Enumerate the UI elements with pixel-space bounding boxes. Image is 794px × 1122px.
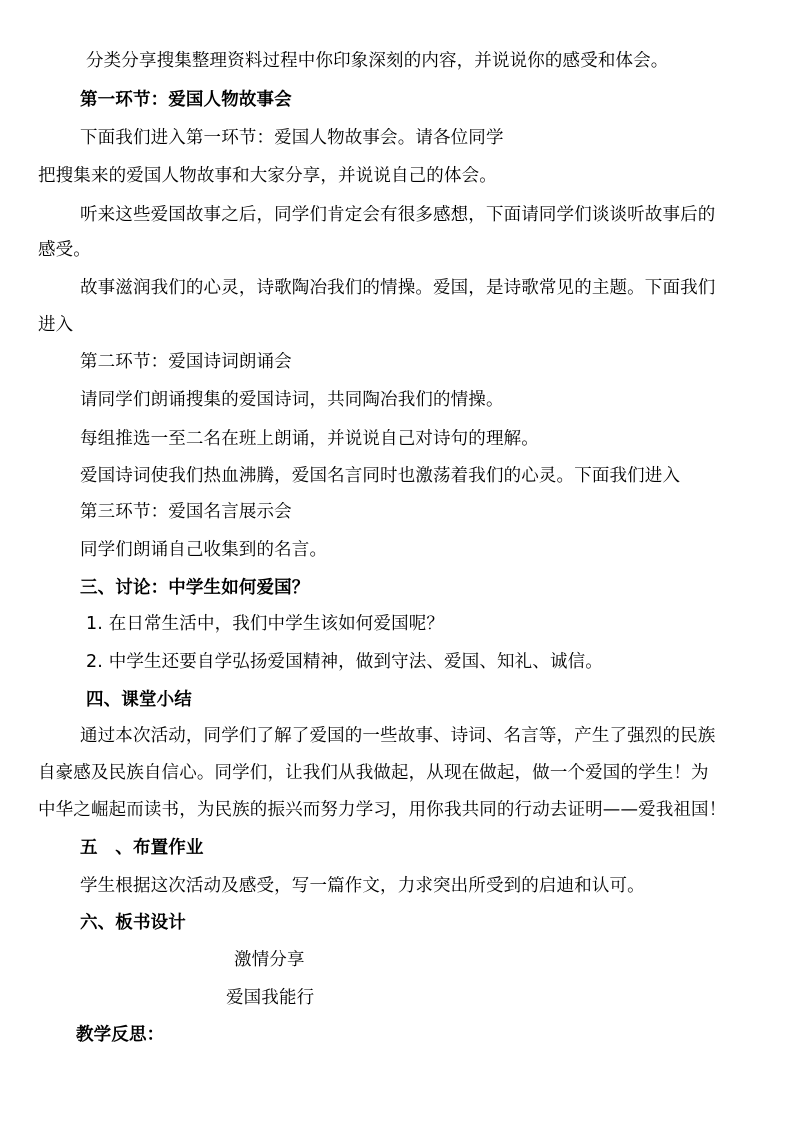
paragraph-line: 每组推选一至二名在班上朗诵，并说说自己对诗句的理解。 [80, 429, 539, 449]
section-heading-discussion: 三、讨论：中学生如何爱国？ [80, 578, 310, 598]
intro-sentence: 分类分享搜集整理资料过程中你印象深刻的内容，并说说你的感受和体会。 [86, 51, 669, 71]
paragraph-line: 故事滋润我们的心灵，诗歌陶冶我们的情操。爱国，是诗歌常见的主题。下面我们 [80, 278, 716, 298]
paragraph-line: 通过本次活动，同学们了解了爱国的一些故事、诗词、名言等，产生了强烈的民族 [80, 726, 716, 746]
teaching-reflection-heading: 教学反思： [76, 1025, 165, 1045]
numbered-item: 2. 中学生还要自学弘扬爱国精神，做到守法、爱国、知礼、诚信。 [86, 652, 603, 672]
paragraph-line: 请同学们朗诵搜集的爱国诗词，共同陶冶我们的情操。 [80, 390, 504, 410]
paragraph-line: 学生根据这次活动及感受，写一篇作文，力求突出所受到的启迪和认可。 [80, 876, 645, 896]
board-design-line: 爱国我能行 [226, 988, 315, 1008]
section-heading-stage-1: 第一环节：爱国人物故事会 [80, 90, 292, 110]
board-design-line: 激情分享 [234, 950, 305, 970]
section-heading-stage-3: 第三环节：爱国名言展示会 [80, 502, 292, 522]
section-heading-homework: 五 、布置作业 [80, 838, 204, 858]
paragraph-line: 进入 [38, 315, 74, 335]
paragraph-line: 感受。 [38, 240, 91, 260]
section-heading-board-design: 六、板书设计 [80, 913, 186, 933]
paragraph-line: 下面我们进入第一环节：爱国人物故事会。请各位同学 [80, 128, 504, 148]
numbered-item: 1. 在日常生活中，我们中学生该如何爱国呢？ [86, 614, 445, 634]
section-heading-summary: 四、课堂小结 [86, 690, 192, 710]
paragraph-line: 爱国诗词使我们热血沸腾，爱国名言同时也激荡着我们的心灵。下面我们进入 [80, 466, 681, 486]
paragraph-line: 同学们朗诵自己收集到的名言。 [80, 540, 328, 560]
paragraph-line: 中华之崛起而读书，为民族的振兴而努力学习，用你我共同的行动去证明——爱我祖国！ [38, 800, 727, 820]
paragraph-line: 自豪感及民族自信心。同学们，让我们从我做起，从现在做起，做一个爱国的学生！为 [38, 763, 709, 783]
section-heading-stage-2: 第二环节：爱国诗词朗诵会 [80, 352, 292, 372]
paragraph-line: 把搜集来的爱国人物故事和大家分享，并说说自己的体会。 [38, 166, 497, 186]
paragraph-line: 听来这些爱国故事之后，同学们肯定会有很多感想，下面请同学们谈谈听故事后的 [80, 205, 716, 225]
